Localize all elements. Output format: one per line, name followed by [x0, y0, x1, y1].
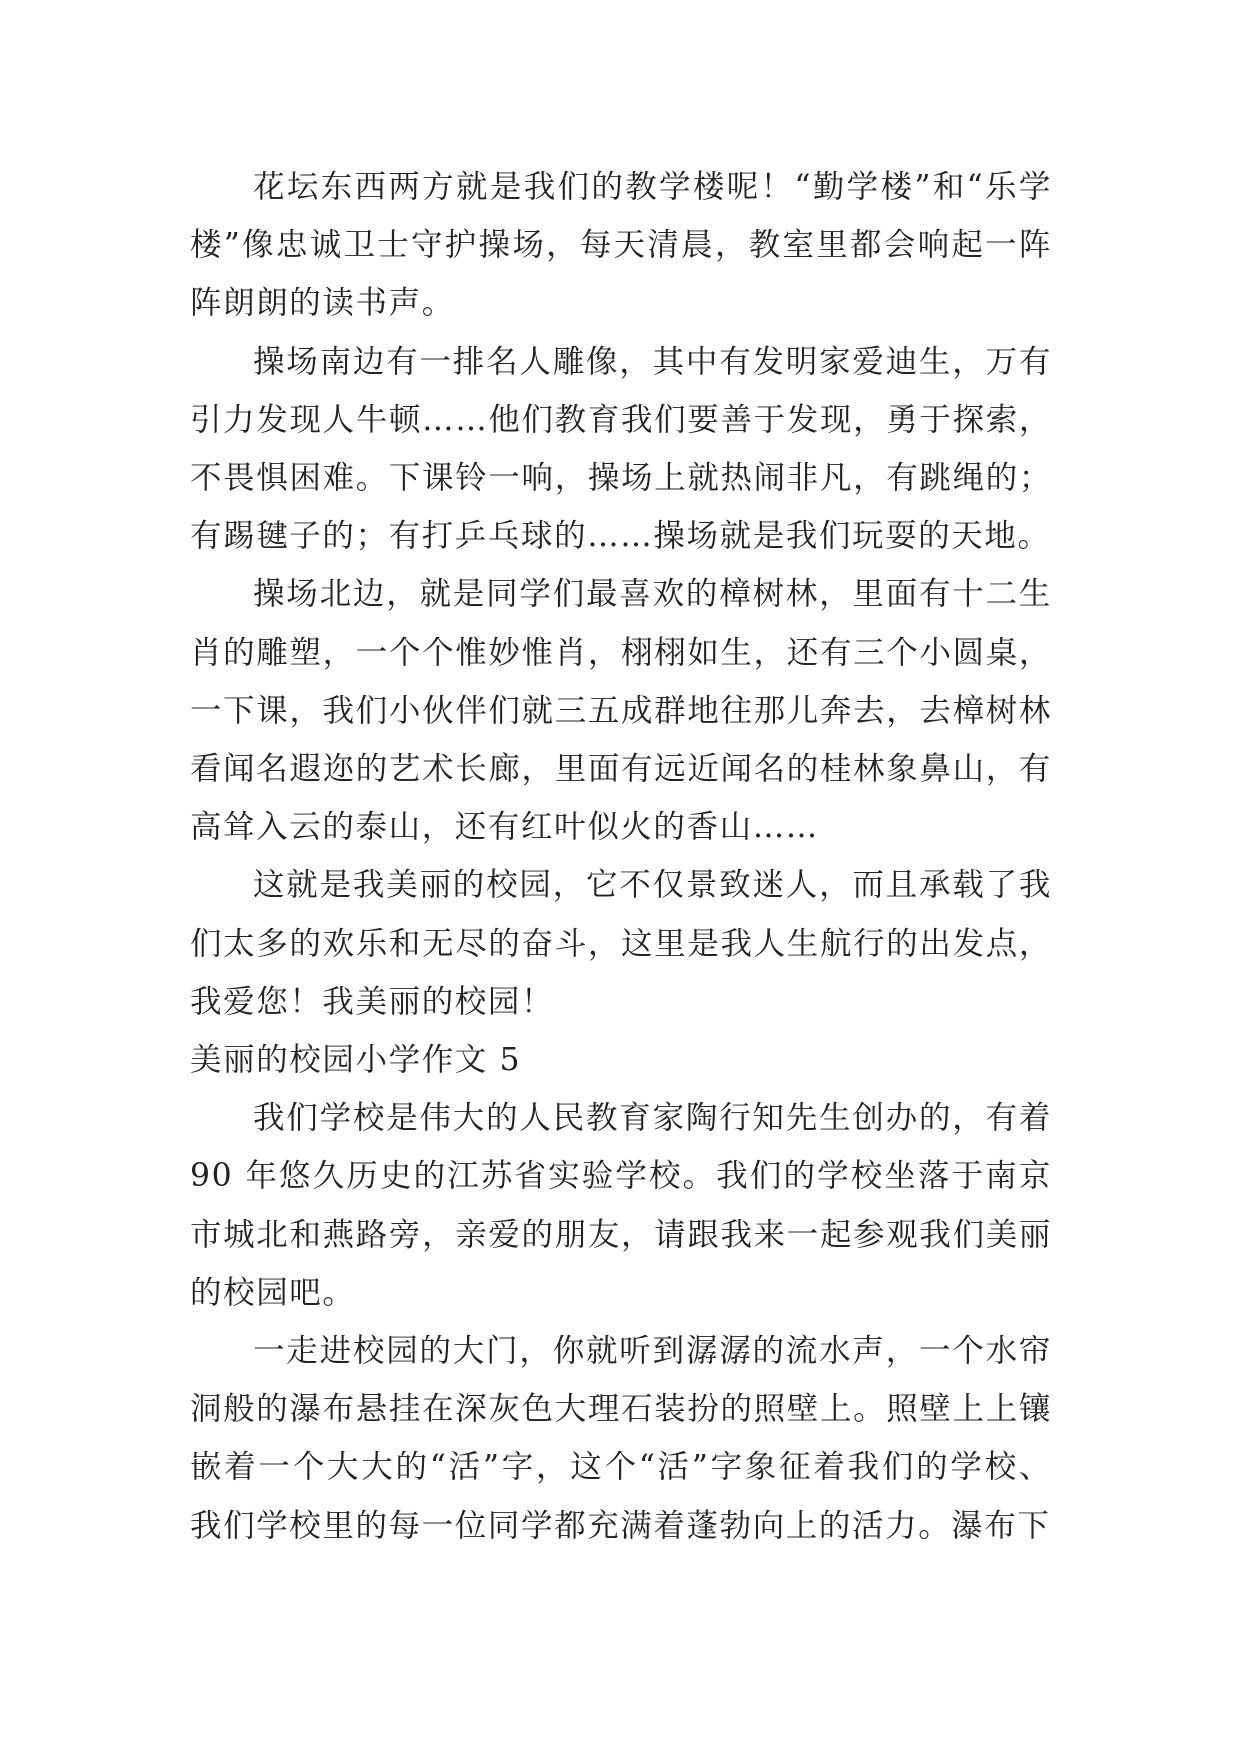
paragraph-camphor-grove: 操场北边，就是同学们最喜欢的樟树林，里面有十二生肖的雕塑，一个个惟妙惟肖，栩栩如生，还有三个小圆桌，一下课，我们小伙伴们就三五成群地往那儿奔去，去樟树林看闻名遐迩的艺术长廊，里面有远近闻名的桂林象鼻山，有高耸入云的泰山，还有红叶似火的香山…… [190, 576, 1052, 846]
paragraph-conclusion: 这就是我美丽的校园，它不仅景致迷人，而且承载了我们太多的欢乐和无尽的奋斗，这里是我人生航行的出发点，我爱您！我美丽的校园！ [190, 867, 1052, 1020]
paragraph-waterfall: 一走进校园的大门，你就听到潺潺的流水声，一个水帘洞般的瀑布悬挂在深灰色大理石装扮的照壁上。照壁上上镶嵌着一个大大的“活”字，这个“活”字象征着我们的学校、我们学校里的每一位同学都充满着蓬勃向上的活力。瀑布下 [190, 1333, 1052, 1544]
section-title: 美丽的校园小学作文 5 [190, 1042, 522, 1079]
paragraph-school-intro: 我们学校是伟大的人民教育家陶行知先生创办的，有着 90 年悠久历史的江苏省实验学校。我们的学校坐落于南京市城北和燕路旁，亲爱的朋友，请跟我来一起参观我们美丽的校园吧。 [190, 1100, 1052, 1311]
document-body [190, 158, 1052, 1555]
paragraph-statues: 操场南边有一排名人雕像，其中有发明家爱迪生，万有引力发现人牛顿……他们教育我们要善于发现，勇于探索，不畏惧困难。下课铃一响，操场上就热闹非凡，有跳绳的；有踢毽子的；有打乒乓球的……操场就是我们玩耍的天地。 [190, 343, 1052, 555]
paragraph-teaching-buildings: 花坛东西两方就是我们的教学楼呢！“勤学楼”和“乐学楼”像忠诚卫士守护操场，每天清晨，教室里都会响起一阵阵朗朗的读书声。 [190, 169, 1052, 322]
